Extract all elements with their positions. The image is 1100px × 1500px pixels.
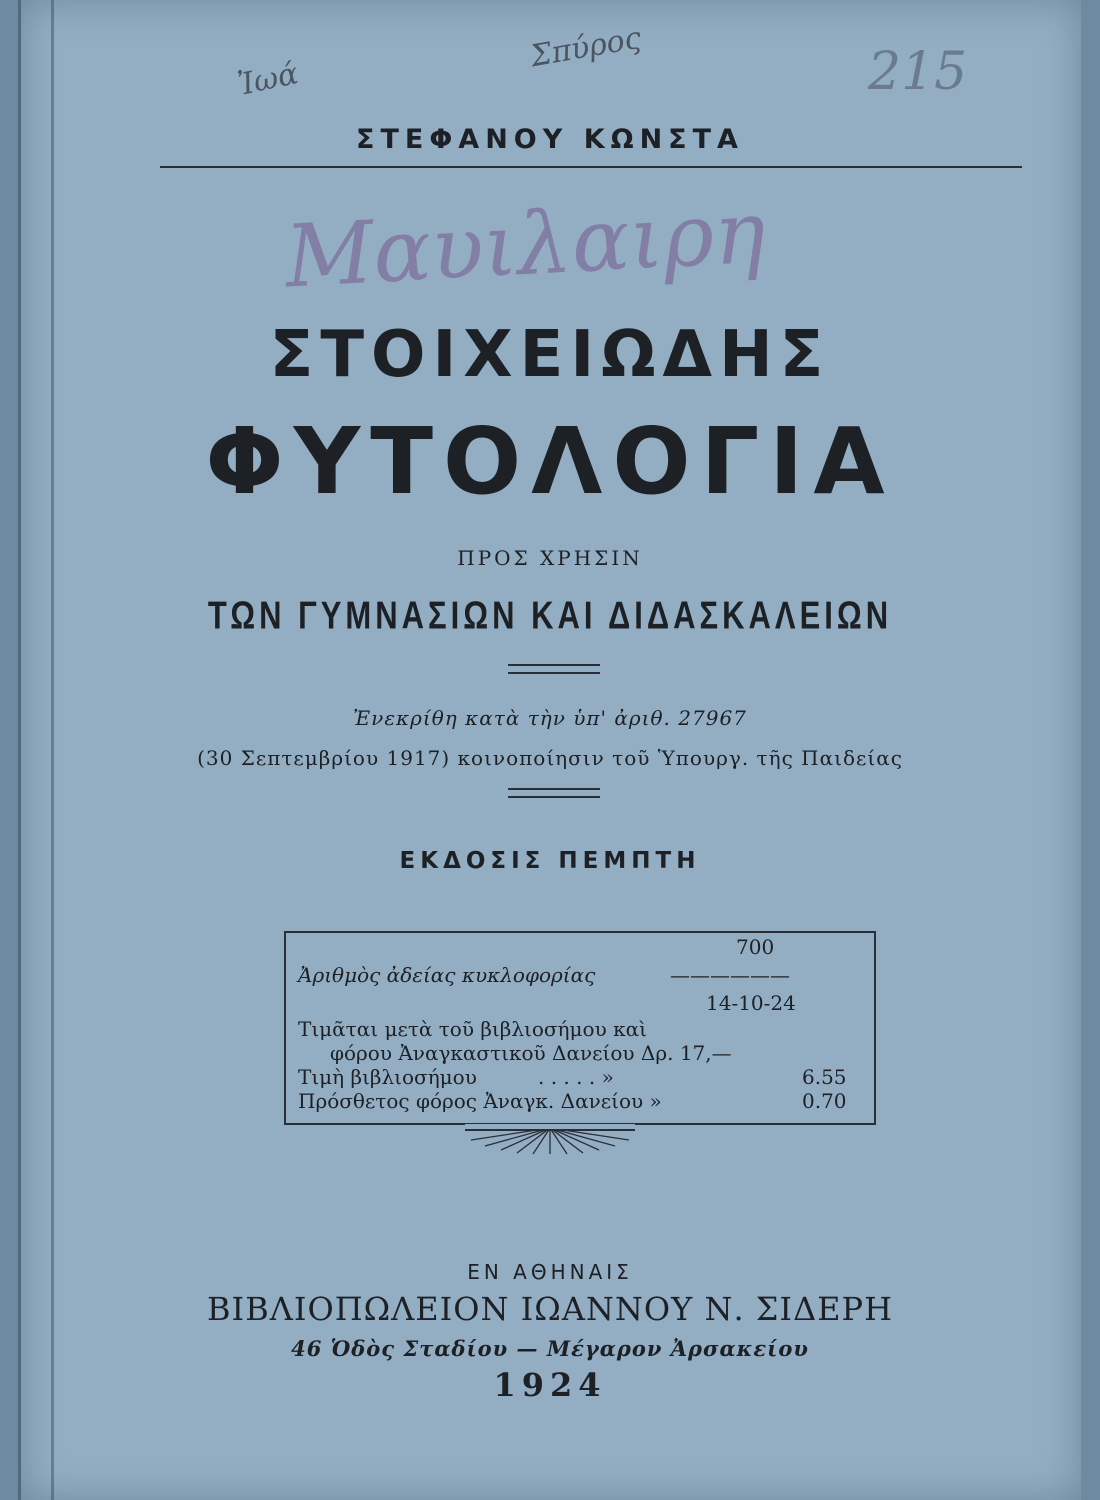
imprint-address: 46 Ὁδὸς Σταδίου — Μέγαρον Ἀρσακείου [291,1336,809,1361]
handwritten-number: 215 [868,42,968,102]
schools-text: ΤΩΝ ΓΥΜΝΑΣΙΩΝ ΚΑΙ ΔΙΔΑΣΚΑΛΕΙΩΝ [207,593,893,638]
approval-line-1: Ἐνεκρίθη κατὰ τὴν ὑπ' ἀριθ. 27967 [353,706,747,730]
for-use-text: ΠΡΟΣ ΧΡΗΣΙΝ [457,546,643,570]
imprint-city: ΕΝ ΑΘΗΝΑΙΣ [467,1260,633,1284]
stamp-label: Τιμὴ βιβλιοσήμου [298,1065,477,1089]
imprint-year: 1924 [493,1366,607,1404]
stamp-dots: . . . . . » [538,1065,614,1089]
double-rule-2 [508,788,600,798]
permit-number: 700 [736,935,775,959]
edition-text: ΕΚΔΟΣΙΣ ΠΕΜΠΤΗ [399,848,701,874]
price-box [284,931,876,1125]
permit-dash: —————— [670,963,790,987]
tax-label: Πρόσθετος φόρος Ἀναγκ. Δανείου » [298,1089,662,1113]
tax-value: 0.70 [802,1089,847,1113]
handwritten-name: Μαυιλαιρη [282,182,768,308]
double-rule-1 [508,664,600,674]
top-rule [160,166,1022,168]
sunburst-ornament [465,1124,635,1158]
title-line-1: ΣΤΟΙΧΕΙΩΔΗΣ [269,318,831,392]
title-line-2: ΦΥΤΟΛΟΓΙΑ [205,408,895,515]
handwritten-note-1: Ἰωά [235,56,302,103]
stamp-value: 6.55 [802,1065,847,1089]
price-line-1: Τιμᾶται μετὰ τοῦ βιβλιοσήμου καὶ [298,1017,647,1041]
author-name: ΣΤΕΦΑΝΟΥ ΚΩΝΣΤΑ [356,124,744,155]
permit-date: 14-10-24 [706,991,796,1015]
permit-label: Ἀριθμὸς ἀδείας κυκλοφορίας [298,963,596,987]
price-line-2: φόρου Ἀναγκαστικοῦ Δανείου Δρ. 17,— [330,1041,732,1065]
approval-line-2: (30 Σεπτεμβρίου 1917) κοινοποίησιν τοῦ Ὑπουργ. τῆς Παιδείας [197,746,903,770]
handwritten-note-2: Σπύρος [527,20,644,75]
imprint-publisher: ΒΙΒΛΙΟΠΩΛΕΙΟΝ ΙΩΑΝΝΟΥ Ν. ΣΙΔΕΡΗ [207,1290,893,1328]
